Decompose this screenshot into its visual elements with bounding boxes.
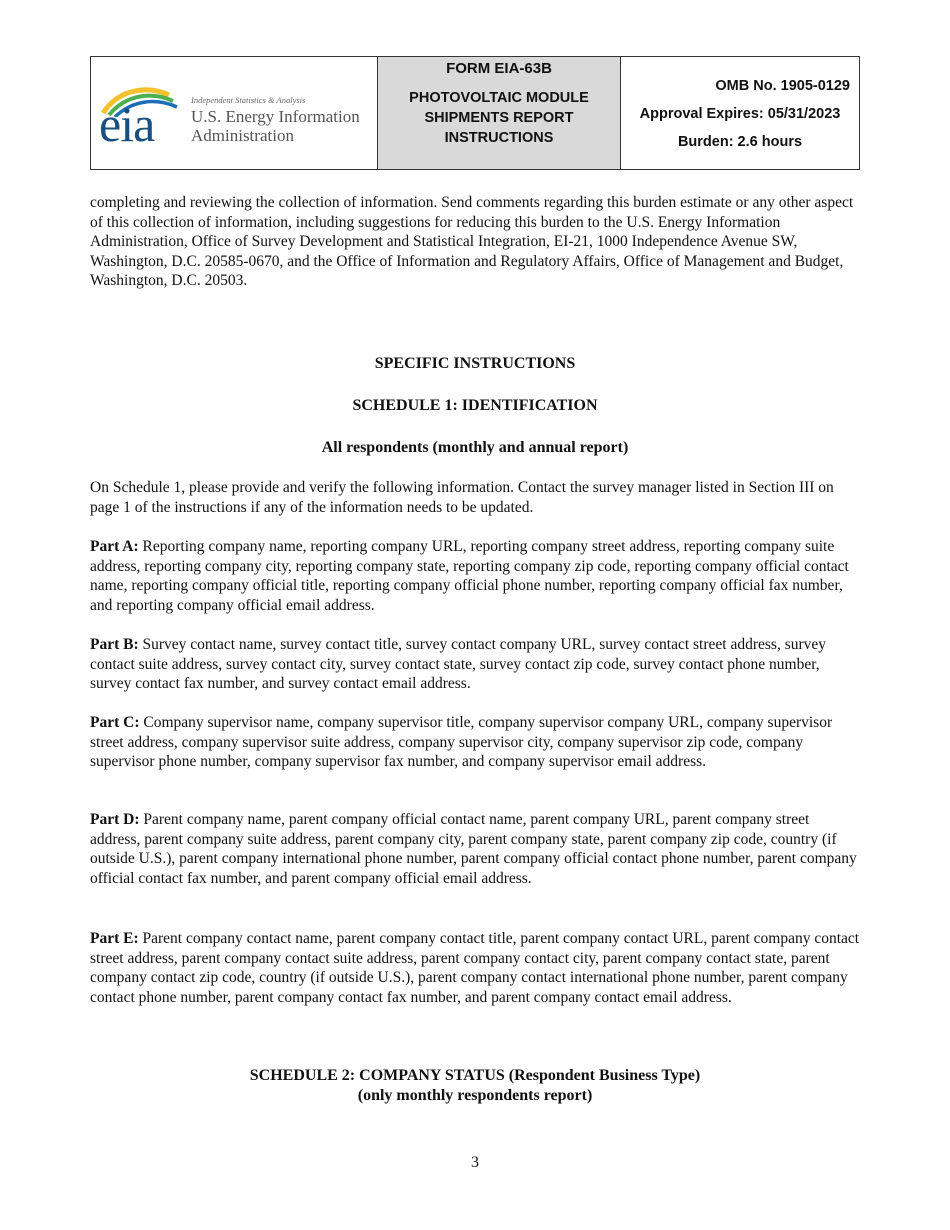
part-d xyxy=(90,810,860,888)
form-title-line: INSTRUCTIONS xyxy=(444,130,554,146)
omb-cell xyxy=(621,57,859,169)
schedule2-heading-line1: SCHEDULE 2: COMPANY STATUS (Respondent Business Type) xyxy=(249,1067,701,1084)
schedule1-heading: SCHEDULE 1: IDENTIFICATION xyxy=(352,397,598,414)
intro-paragraph: completing and reviewing the collection of information. Send comments regarding this burden estimate or any other aspect of this collection of information, including suggestions for reducing this burden to the U.S. Energy Information Administration, Office of Survey Development and Statistical Integration, EI-21, 1000 Independence Avenue SW, Washington, D.C. 20585-0670, and the Office of Information and Regulatory Affairs, Office of Management and Budget, Washington, D.C. 20503. xyxy=(90,194,854,290)
part-text: Reporting company name, reporting company URL, reporting company street address, reporting company suite address, reporting company city, reporting company state, reporting company zip code, reporting company official contact name, reporting company official title, reporting company official phone number, reporting company official fax number, and reporting company official email address. xyxy=(90,538,849,614)
schedule2-heading xyxy=(90,1066,860,1106)
form-header xyxy=(90,56,860,170)
omb-number: OMB No. 1905-0129 xyxy=(715,78,850,94)
part-c xyxy=(90,713,860,772)
part-text: Survey contact name, survey contact title, survey contact company URL, survey contact street address, survey contact suite address, survey contact city, survey contact state, survey contact zip code, survey contact phone number, survey contact fax number, and survey contact email address. xyxy=(90,636,827,693)
logo-tagline: Independent Statistics & Analysis xyxy=(191,95,306,105)
part-text: Parent company name, parent company official contact name, parent company URL, parent company street address, parent company suite address, parent company city, parent company state, parent company zip code, country (if outside U.S.), parent company international phone number, parent company official contact phone number, parent company official contact fax number, and parent company official email address. xyxy=(90,811,857,887)
schedule1-subheading: All respondents (monthly and annual report) xyxy=(321,439,629,456)
part-label: Part B: xyxy=(90,636,139,653)
agency-name xyxy=(191,107,360,145)
part-label: Part E: xyxy=(90,930,139,947)
burden: Burden: 2.6 hours xyxy=(677,134,803,150)
form-title-line: PHOTOVOLTAIC MODULE xyxy=(409,90,589,106)
eia-logo-cell xyxy=(91,57,378,169)
part-e xyxy=(90,929,860,1007)
part-label: Part C: xyxy=(90,714,140,731)
part-text: Company supervisor name, company supervisor title, company supervisor company URL, company supervisor street address, company supervisor suite address, company supervisor city, company supervisor zip code, company supervisor phone number, company supervisor fax number, and company supervisor email address. xyxy=(90,714,833,771)
schedule2-heading-line2: (only monthly respondents report) xyxy=(357,1087,593,1104)
form-title-cell xyxy=(378,57,621,169)
eia-logo-text: eia xyxy=(99,96,155,152)
part-a xyxy=(90,537,860,615)
form-title-line: SHIPMENTS REPORT xyxy=(424,110,574,126)
agency-name-line1: U.S. Energy Information xyxy=(191,107,360,126)
specific-instructions-heading: SPECIFIC INSTRUCTIONS xyxy=(374,355,576,372)
page-number: 3 xyxy=(471,1154,479,1171)
part-label: Part A: xyxy=(90,538,139,555)
part-b xyxy=(90,635,860,694)
approval-expires: Approval Expires: 05/31/2023 xyxy=(639,106,841,122)
schedule1-intro: On Schedule 1, please provide and verify the following information. Contact the survey manager listed in Section III on page 1 of the instructions if any of the information needs to be updated. xyxy=(90,479,834,516)
part-text: Parent company contact name, parent company contact title, parent company contact URL, parent company contact street address, parent company contact suite address, parent company contact city, parent company contact state, parent company contact zip code, country (if outside U.S.), parent company contact international phone number, parent company contact phone number, parent company contact fax number, and parent company contact email address. xyxy=(90,930,860,1006)
agency-name-line2: Administration xyxy=(191,126,294,145)
form-title xyxy=(378,88,620,148)
form-number: FORM EIA-63B xyxy=(446,60,552,77)
part-label: Part D: xyxy=(90,811,140,828)
